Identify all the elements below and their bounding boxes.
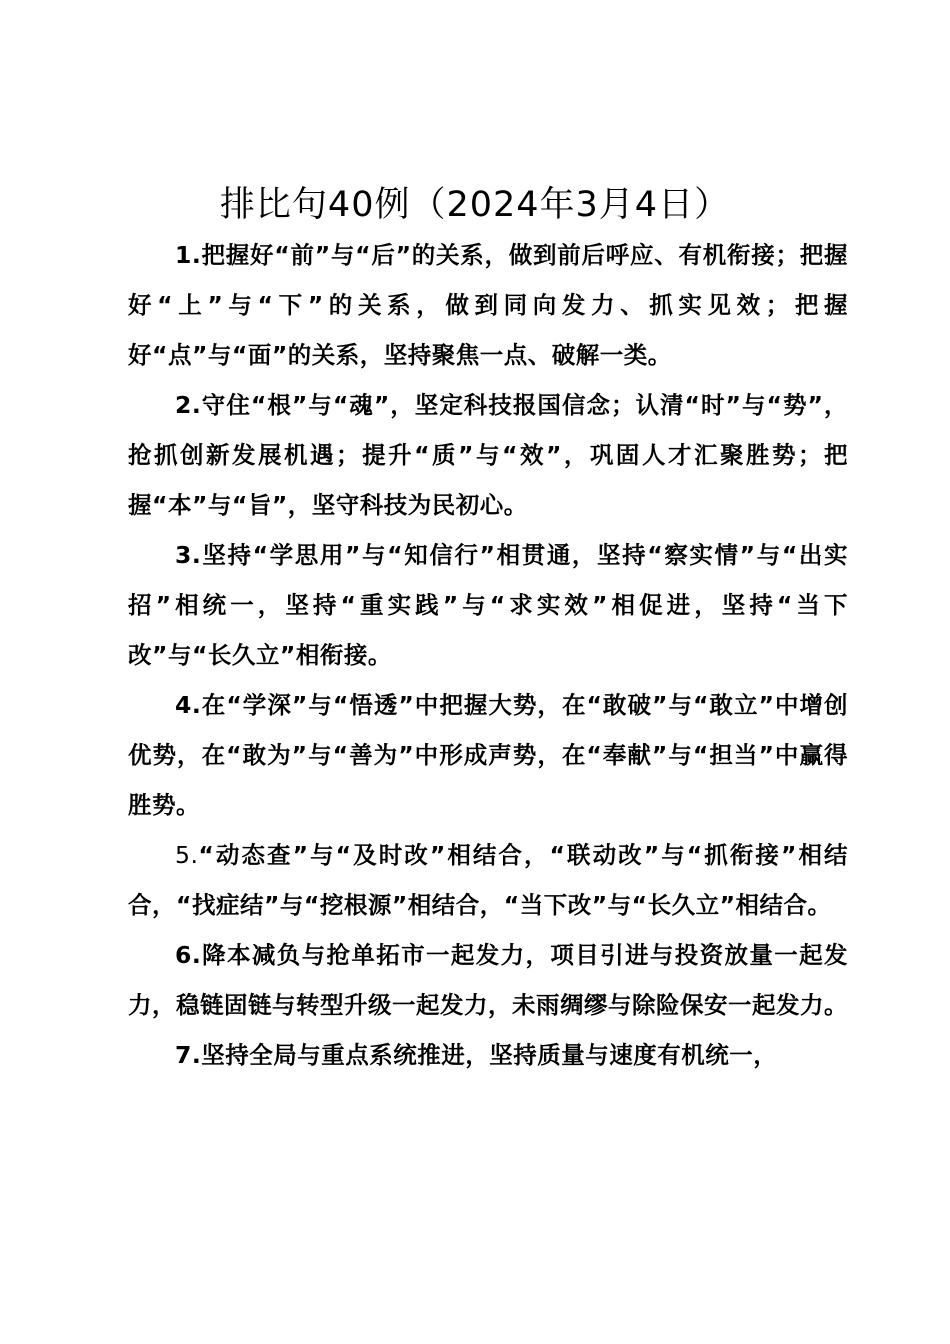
paragraph-6: 6.降本减负与抢单拓市一起发力，项目引进与投资放量一起发力，稳链固链与转型升级一起发力，未雨绸缪与除险保安一起发力。: [128, 941, 848, 1019]
paragraph-4: 4.在“学深”与“悟透”中把握大势，在“敢破”与“敢立”中增创优势，在“敢为”与“善为”中形成声势，在“奉献”与“担当”中赢得胜势。: [128, 691, 848, 819]
paragraph-7: 7.坚持全局与重点系统推进，坚持质量与速度有机统一，: [175, 1041, 778, 1069]
paragraph-5-number: 5.: [175, 841, 199, 869]
paragraph-5-text: “动态查”与“及时改”相结合，“联动改”与“抓衔接”相结合，“找症结”与“挖根源”相结合，“当下改”与“长久立”相结合。: [128, 841, 848, 919]
paragraph-2: 2.守住“根”与“魂”，坚定科技报国信念；认清“时”与“势”，抢抓创新发展机遇；提升“质”与“效”，巩固人才汇聚胜势；把握“本”与“旨”，坚守科技为民初心。: [128, 391, 848, 519]
paragraph-1: 1.把握好“前”与“后”的关系，做到前后呼应、有机衔接；把握好“上”与“下”的关系，做到同向发力、抓实见效；把握好“点”与“面”的关系，坚持聚焦一点、破解一类。: [128, 241, 848, 369]
document-title: 排比句40例（2024年3月4日）: [219, 185, 731, 225]
paragraph-3: 3.坚持“学思用”与“知信行”相贯通，坚持“察实情”与“出实招”相统一，坚持“重实践”与“求实效”相促进，坚持“当下改”与“长久立”相衔接。: [128, 541, 848, 669]
paragraph-5: [128, 830, 848, 930]
document-body: [128, 230, 848, 1080]
